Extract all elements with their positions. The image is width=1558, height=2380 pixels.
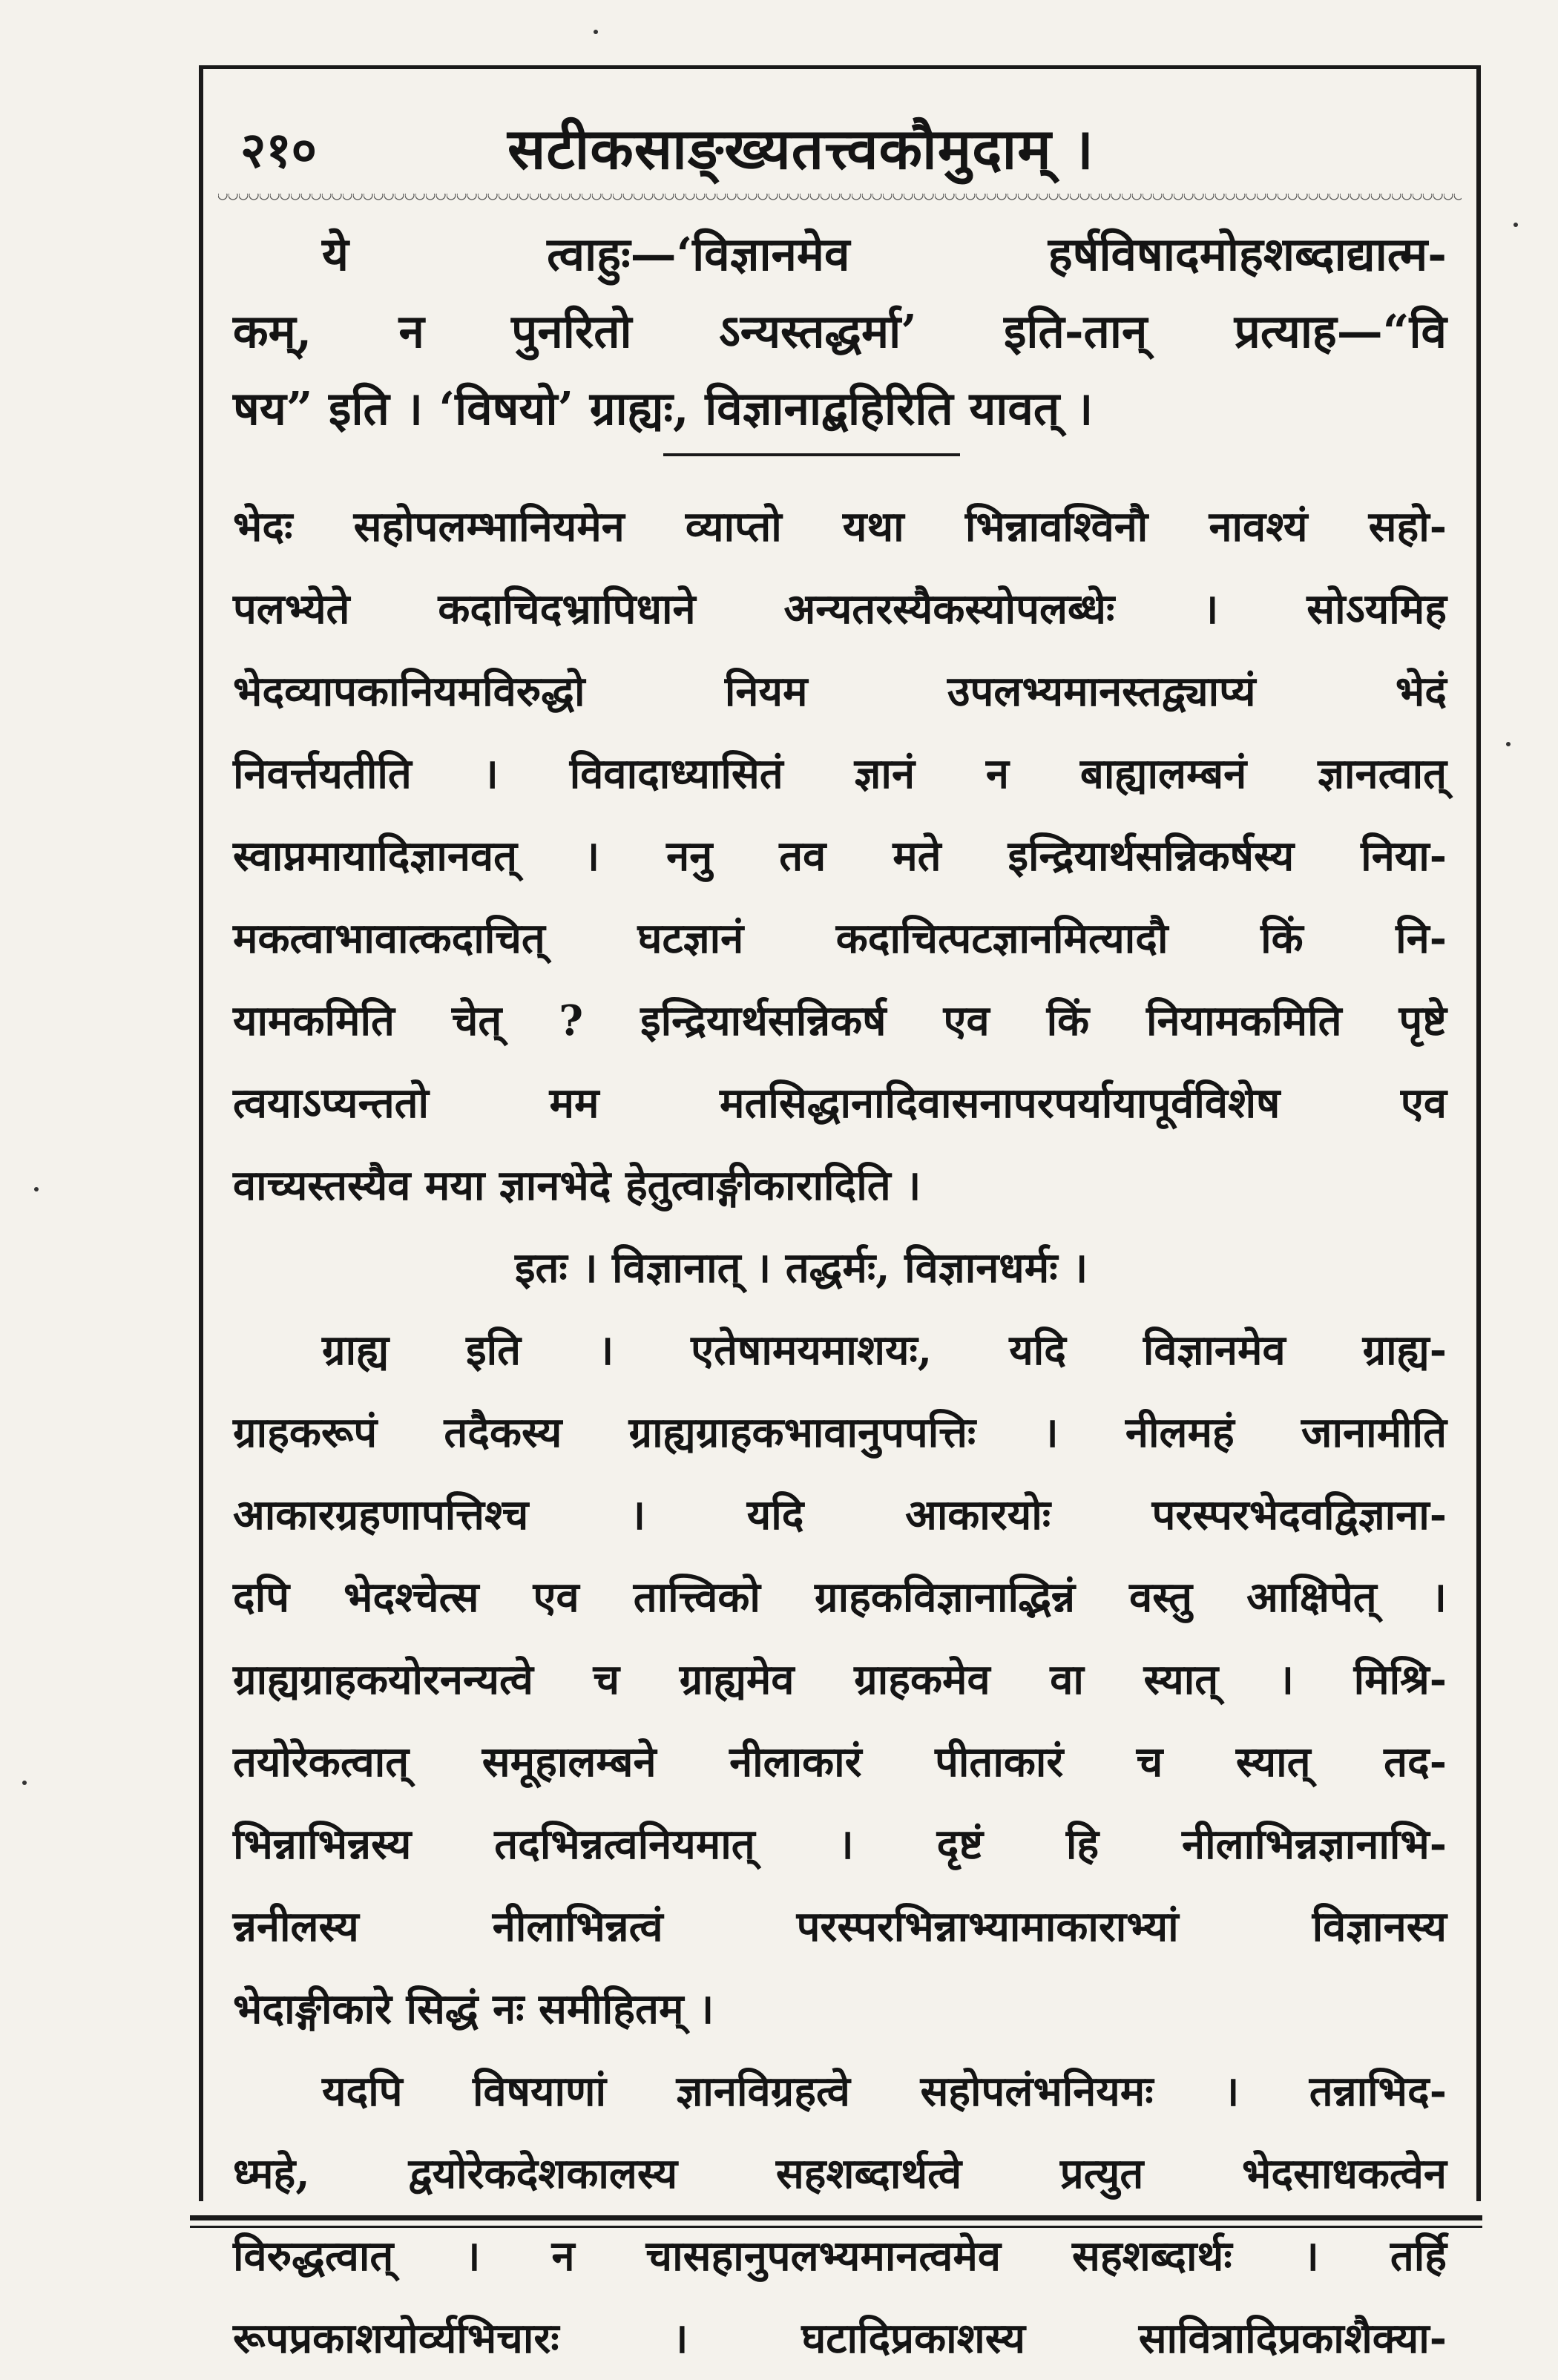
commentary-line: मकत्वाभावात्कदाचित् घटज्ञानं कदाचित्पटज्ञानमित्यादौ किं नि- — [233, 914, 1447, 963]
commentary-text — [233, 486, 1447, 2380]
print-speck — [22, 1781, 27, 1785]
main-text-line: ये त्वाहुः—‘विज्ञानमेव हर्षविषादमोहशब्दाद्यात्म- — [322, 227, 1447, 281]
print-speck — [594, 30, 598, 34]
commentary-line: त्वयाऽप्यन्ततो मम मतसिद्धानादिवासनापरपर्यायापूर्वविशेष एव — [233, 1079, 1447, 1128]
running-title: सटीकसाङ्ख्यतत्त्वकौमुदाम् । — [507, 116, 1094, 182]
main-text-line: कम्, न पुनरितो ऽन्यस्तद्धर्मा’ इति-तान् प्रत्याह—“वि — [233, 304, 1447, 358]
page-number: २१० — [240, 121, 317, 179]
page-header — [226, 99, 1454, 188]
commentary-line: भेदव्यापकानियमविरुद्धो नियम उपलभ्यमानस्तद्व्याप्यं भेदं — [233, 667, 1447, 716]
print-speck — [1513, 223, 1518, 227]
commentary-line: पलभ्येते कदाचिदभ्रापिधाने अन्यतरस्यैकस्योपलब्धेः । सोऽयमिह — [233, 585, 1447, 634]
commentary-line: ध्महे, द्वयोरेकदेशकालस्य सहशब्दार्थत्वे प्रत्युत भेदसाधकत्वेन — [233, 2149, 1447, 2198]
commentary-line: यदपि विषयाणां ज्ञानविग्रहत्वे सहोपलंभनियमः । तन्नाभिद- — [322, 2067, 1447, 2116]
commentary-line: यामकमिति चेत् ? इन्द्रियार्थसन्निकर्ष एव किं नियामकमिति पृष्टे — [233, 996, 1447, 1045]
commentary-line: निवर्त्तयतीति । विवादाध्यासितं ज्ञानं न बाह्यालम्बनं ज्ञानत्वात् — [233, 749, 1447, 798]
commentary-line: न्ननीलस्य नीलाभिन्नत्वं परस्परभिन्नाभ्यामाकाराभ्यां विज्ञानस्य — [233, 1902, 1447, 1951]
footer-rule-thick — [190, 2215, 1482, 2220]
commentary-line: भेदः सहोपलम्भानियमेन व्याप्तो यथा भिन्नावश्विनौ नावश्यं सहो- — [233, 502, 1447, 551]
commentary-line: स्वाप्नमायादिज्ञानवत् । ननु तव मते इन्द्रियार्थसन्निकर्षस्य निया- — [233, 832, 1447, 881]
commentary-line: भिन्नाभिन्नस्य तदभिन्नत्वनियमात् । दृष्टं हि नीलाभिन्नज्ञानाभि- — [233, 1820, 1447, 1869]
print-speck — [1506, 742, 1511, 746]
commentary-line: विरुद्धत्वात् । न चासहानुपलभ्यमानत्वमेव सहशब्दार्थः । तर्हि — [233, 2232, 1447, 2281]
main-text — [233, 216, 1447, 447]
footer-rule-thin — [190, 2226, 1482, 2228]
header-wavy-rule — [218, 194, 1462, 204]
print-speck — [34, 1187, 39, 1191]
commentary-line: वाच्यस्तस्यैव मया ज्ञानभेदे हेतुत्वाङ्गीकारादिति । — [233, 1161, 921, 1210]
commentary-line: इतः । विज्ञानात् । तद्धर्मः, विज्ञानधर्मः । — [515, 1243, 1088, 1292]
page-frame — [199, 65, 1481, 2363]
commentary-line: रूपप्रकाशयोर्व्यभिचारः । घटादिप्रकाशस्य सावित्रादिप्रकाशैक्या- — [233, 2314, 1447, 2363]
commentary-line: दपि भेदश्चेत्स एव तात्त्विको ग्राहकविज्ञानाद्भिन्नं वस्तु आक्षिपेत् । — [233, 1573, 1447, 1622]
commentary-line: ग्राह्य इति । एतेषामयमाशयः, यदि विज्ञानमेव ग्राह्य- — [322, 1326, 1447, 1375]
section-divider — [663, 453, 960, 456]
commentary-line: तयोरेकत्वात् समूहालम्बने नीलाकारं पीताकारं च स्यात् तद- — [233, 1738, 1447, 1786]
commentary-line: आकारग्रहणापत्तिश्च । यदि आकारयोः परस्परभेदवद्विज्ञाना- — [233, 1490, 1447, 1539]
commentary-line: भेदाङ्गीकारे सिद्धं नः समीहितम् । — [233, 1985, 714, 2034]
commentary-line: ग्राह्यग्राहकयोरनन्यत्वे च ग्राह्यमेव ग्राहकमेव वा स्यात् । मिश्रि- — [233, 1655, 1447, 1704]
main-text-line: षय” इति । ‘विषयो’ ग्राह्यः, विज्ञानाद्बहिरिति यावत् । — [233, 381, 1094, 435]
commentary-line: ग्राहकरूपं तदैकस्य ग्राह्यग्राहकभावानुपपत्तिः । नीलमहं जानामीति — [233, 1408, 1447, 1457]
